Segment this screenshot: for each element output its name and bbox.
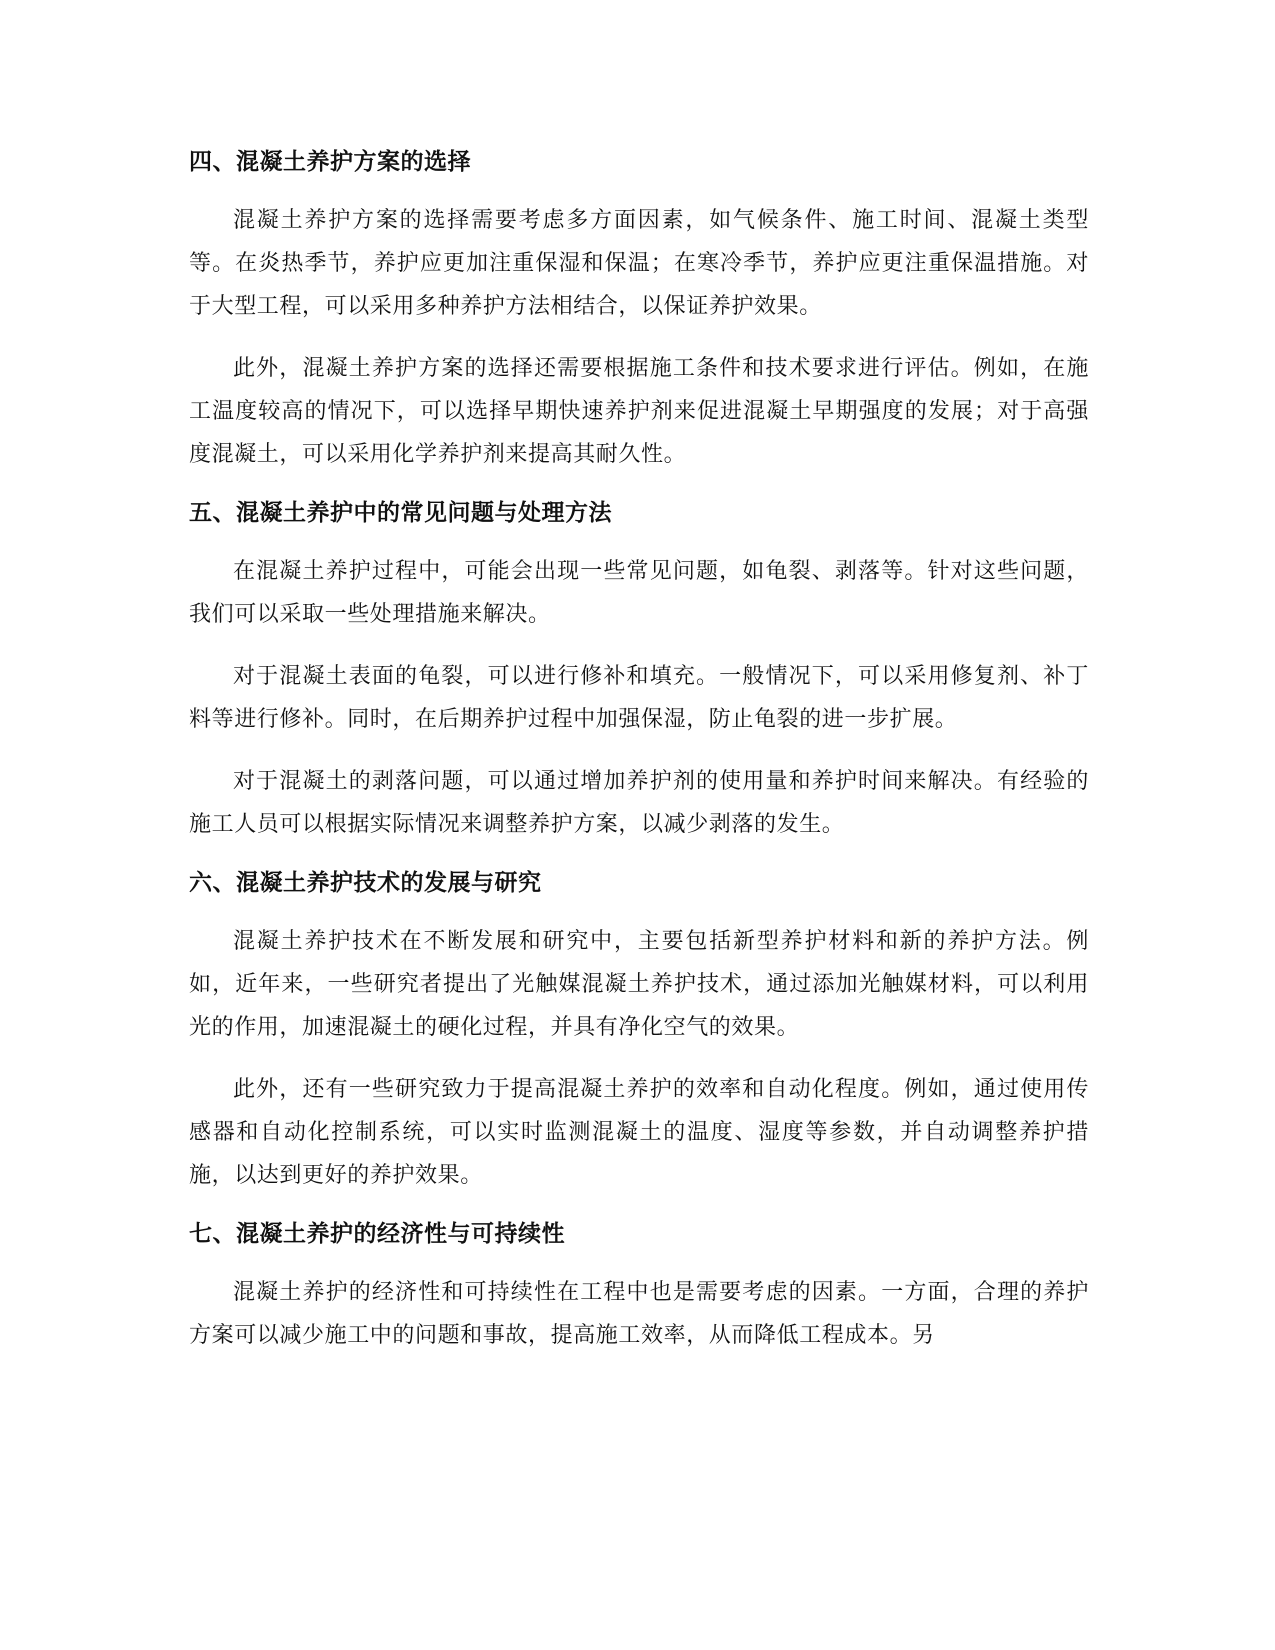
- section-6: [189, 865, 1089, 1197]
- paragraph: 混凝土养护方案的选择需要考虑多方面因素，如气候条件、施工时间、混凝土类型等。在炎热季节，养护应更加注重保湿和保温；在寒冷季节，养护应更注重保温措施。对于大型工程，可以采用多种养护方法相结合，以保证养护效果。: [189, 208, 1089, 319]
- section-5: [189, 495, 1089, 846]
- paragraph: 对于混凝土表面的龟裂，可以进行修补和填充。一般情况下，可以采用修复剂、补丁料等进行修补。同时，在后期养护过程中加强保湿，防止龟裂的进一步扩展。: [189, 664, 1089, 732]
- section-7: [189, 1216, 1089, 1357]
- paragraph: 此外，还有一些研究致力于提高混凝土养护的效率和自动化程度。例如，通过使用传感器和自动化控制系统，可以实时监测混凝土的温度、湿度等参数，并自动调整养护措施，以达到更好的养护效果。: [189, 1077, 1089, 1188]
- paragraph: 在混凝土养护过程中，可能会出现一些常见问题，如龟裂、剥落等。针对这些问题，我们可以采取一些处理措施来解决。: [189, 559, 1089, 627]
- section-heading: 六、混凝土养护技术的发展与研究: [189, 870, 542, 896]
- paragraph: 混凝土养护的经济性和可持续性在工程中也是需要考虑的因素。一方面，合理的养护方案可以减少施工中的问题和事故，提高施工效率，从而降低工程成本。另: [189, 1280, 1089, 1348]
- section-heading: 五、混凝土养护中的常见问题与处理方法: [189, 500, 612, 526]
- paragraph: 对于混凝土的剥落问题，可以通过增加养护剂的使用量和养护时间来解决。有经验的施工人员可以根据实际情况来调整养护方案，以减少剥落的发生。: [189, 769, 1089, 837]
- document-body: [189, 144, 1089, 1376]
- paragraph: 混凝土养护技术在不断发展和研究中，主要包括新型养护材料和新的养护方法。例如，近年来，一些研究者提出了光触媒混凝土养护技术，通过添加光触媒材料，可以利用光的作用，加速混凝土的硬化过程，并具有净化空气的效果。: [189, 929, 1089, 1040]
- paragraph: 此外，混凝土养护方案的选择还需要根据施工条件和技术要求进行评估。例如，在施工温度较高的情况下，可以选择早期快速养护剂来促进混凝土早期强度的发展；对于高强度混凝土，可以采用化学养护剂来提高其耐久性。: [189, 356, 1089, 467]
- section-heading: 四、混凝土养护方案的选择: [189, 149, 471, 175]
- section-heading: 七、混凝土养护的经济性与可持续性: [189, 1221, 565, 1247]
- section-4: [189, 144, 1089, 476]
